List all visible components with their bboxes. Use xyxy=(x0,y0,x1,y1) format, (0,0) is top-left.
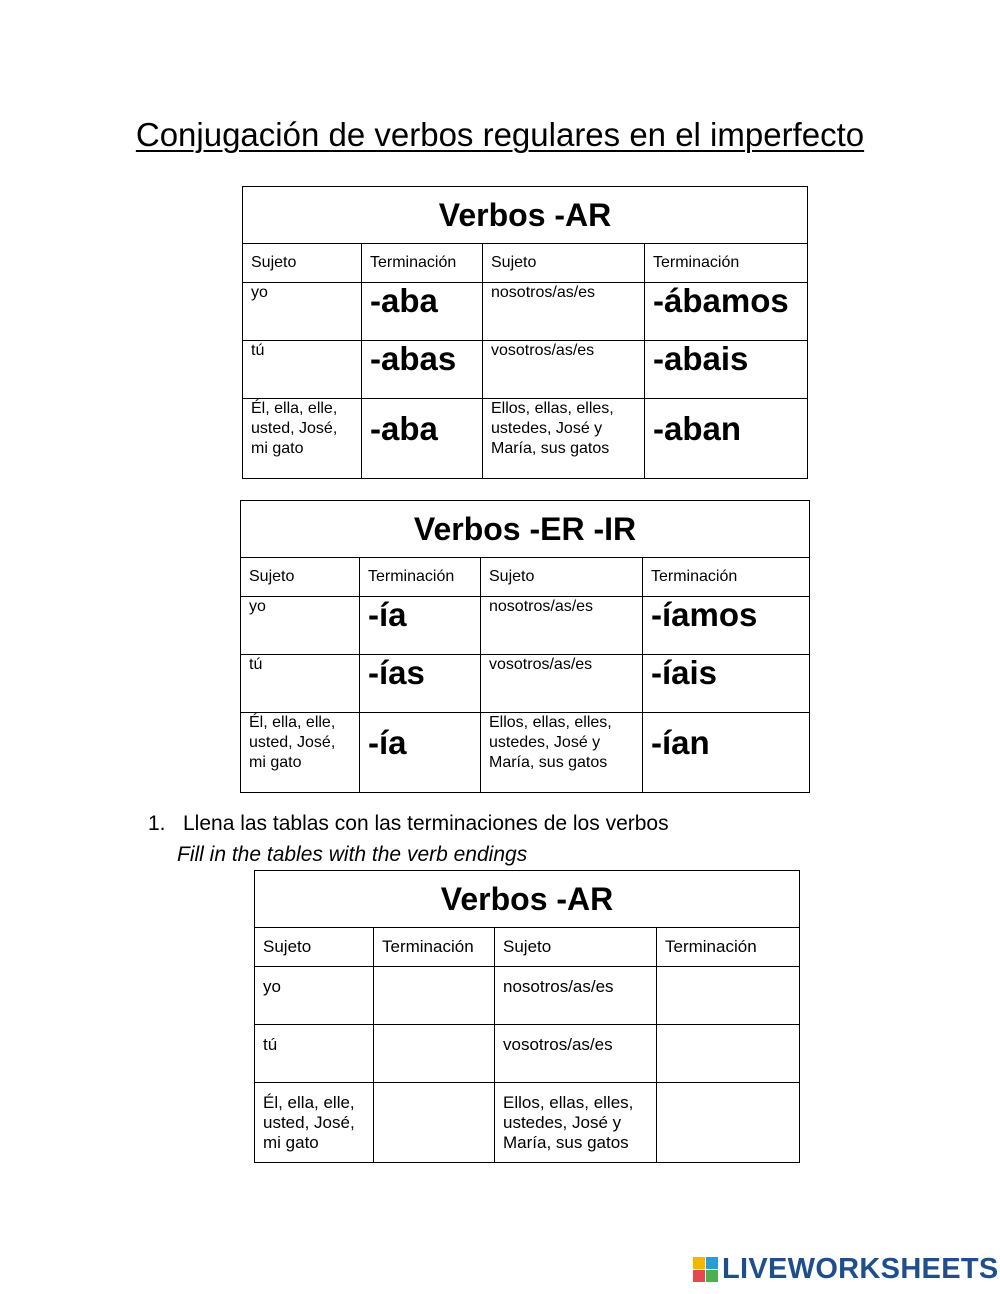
subject-cell: nosotros/as/es xyxy=(481,597,643,655)
ending-cell: -íamos xyxy=(643,597,810,655)
subject-cell: tú xyxy=(243,341,362,399)
answer-input-cell[interactable] xyxy=(657,1083,800,1163)
header-ending: Terminación xyxy=(643,558,810,597)
header-subject: Sujeto xyxy=(243,244,362,283)
ending-cell: -abais xyxy=(645,341,808,399)
answer-input-cell[interactable] xyxy=(657,1025,800,1083)
subject-cell: yo xyxy=(255,967,374,1025)
header-ending: Terminación xyxy=(360,558,481,597)
ending-cell: -ías xyxy=(360,655,481,713)
header-subject: Sujeto xyxy=(495,928,657,967)
ending-cell: -aba xyxy=(362,399,483,479)
ending-cell: -aban xyxy=(645,399,808,479)
table-verbos-ar xyxy=(242,186,808,479)
subject-cell: vosotros/as/es xyxy=(481,655,643,713)
header-subject: Sujeto xyxy=(241,558,360,597)
header-subject: Sujeto xyxy=(255,928,374,967)
header-ending: Terminación xyxy=(657,928,800,967)
subject-cell: yo xyxy=(241,597,360,655)
ending-cell: -ía xyxy=(360,597,481,655)
subject-cell: nosotros/as/es xyxy=(495,967,657,1025)
subject-cell: yo xyxy=(243,283,362,341)
ending-cell: -ían xyxy=(643,713,810,793)
logo-grid-icon xyxy=(693,1257,718,1282)
instruction xyxy=(148,811,669,868)
header-ending: Terminación xyxy=(362,244,483,283)
subject-cell: Ellos, ellas, elles, ustedes, José y María, sus gatos xyxy=(483,399,645,479)
instruction-spanish: Llena las tablas con las terminaciones de los verbos xyxy=(183,812,669,835)
ending-cell: -ía xyxy=(360,713,481,793)
logo-text: LIVEWORKSHEETS xyxy=(722,1252,999,1285)
subject-cell: vosotros/as/es xyxy=(483,341,645,399)
header-ending: Terminación xyxy=(645,244,808,283)
subject-cell: tú xyxy=(241,655,360,713)
subject-cell: nosotros/as/es xyxy=(483,283,645,341)
subject-cell: Ellos, ellas, elles, ustedes, José y María, sus gatos xyxy=(495,1083,657,1163)
subject-cell: Ellos, ellas, elles, ustedes, José y María, sus gatos xyxy=(481,713,643,793)
ending-cell: -ábamos xyxy=(645,283,808,341)
table-verbos-er-ir xyxy=(240,500,810,793)
answer-input-cell[interactable] xyxy=(374,1083,495,1163)
header-subject: Sujeto xyxy=(483,244,645,283)
answer-input-cell[interactable] xyxy=(374,967,495,1025)
subject-cell: vosotros/as/es xyxy=(495,1025,657,1083)
liveworksheets-logo xyxy=(693,1252,999,1286)
table-caption: Verbos -ER -IR xyxy=(241,501,810,558)
subject-cell: Él, ella, elle, usted, José, mi gato xyxy=(243,399,362,479)
table-caption: Verbos -AR xyxy=(243,187,808,244)
ending-cell: -aba xyxy=(362,283,483,341)
answer-input-cell[interactable] xyxy=(374,1025,495,1083)
ending-cell: -abas xyxy=(362,341,483,399)
subject-cell: Él, ella, elle, usted, José, mi gato xyxy=(241,713,360,793)
subject-cell: tú xyxy=(255,1025,374,1083)
ending-cell: -íais xyxy=(643,655,810,713)
subject-cell: Él, ella, elle, usted, José, mi gato xyxy=(255,1083,374,1163)
table-caption: Verbos -AR xyxy=(255,871,800,928)
instruction-number: 1. xyxy=(148,812,166,835)
header-subject: Sujeto xyxy=(481,558,643,597)
answer-input-cell[interactable] xyxy=(657,967,800,1025)
instruction-english: Fill in the tables with the verb endings xyxy=(177,843,528,866)
header-ending: Terminación xyxy=(374,928,495,967)
table-exercise xyxy=(254,870,800,1163)
page-title: Conjugación de verbos regulares en el imperfecto xyxy=(135,116,865,153)
